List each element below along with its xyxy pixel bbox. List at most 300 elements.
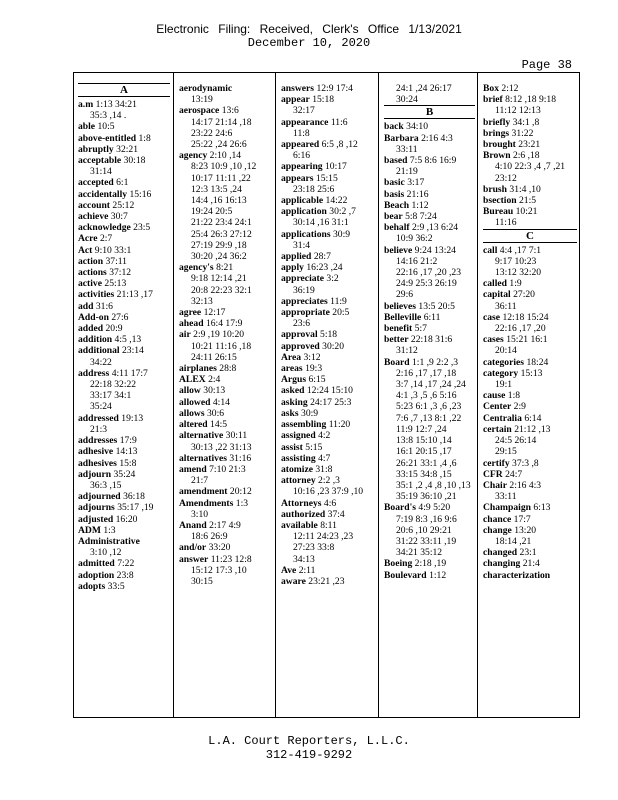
page-refs: 16:4 17:9 <box>205 318 243 330</box>
index-word: acknowledge <box>78 222 131 234</box>
index-word: changed <box>483 547 518 559</box>
index-word: basis <box>384 188 405 200</box>
index-word: appears <box>281 172 314 184</box>
page-refs: 17:7 <box>513 513 531 525</box>
index-word: Center <box>483 401 512 413</box>
index-word: Bureau <box>483 206 514 218</box>
index-entry <box>281 251 376 262</box>
index-word: activities <box>78 289 115 301</box>
index-entry <box>281 509 376 520</box>
page-refs: 33:17 34:1 <box>90 390 132 402</box>
index-entry <box>78 469 170 480</box>
page-refs: 30:24 <box>396 94 418 106</box>
index-word: changing <box>483 558 521 570</box>
page-refs: 4:5 ,13 <box>114 334 142 346</box>
page-refs: 30:6 <box>207 407 225 419</box>
page-refs: 25:12 <box>112 199 135 211</box>
page-refs: 27:6 <box>111 311 129 323</box>
page-refs: 10:17 11:11 ,22 <box>191 172 251 184</box>
page-refs: 10:21 <box>515 206 538 218</box>
index-entry <box>179 419 273 430</box>
index-entry <box>78 345 170 356</box>
index-entry <box>384 323 475 334</box>
page-refs: 22:16 ,17 ,20 <box>495 323 546 335</box>
index-word: aware <box>281 575 306 587</box>
index-entry <box>384 133 475 144</box>
index-entry <box>281 94 376 105</box>
index-word: adhesive <box>78 446 114 458</box>
transcript-date: December 10, 2020 <box>247 36 371 50</box>
index-entry <box>281 453 376 464</box>
index-entry <box>483 547 577 558</box>
index-entry <box>483 424 577 435</box>
page-refs: 11:16 <box>495 217 517 229</box>
page-refs: 3:10 <box>191 508 209 520</box>
index-word: Champaign <box>483 502 531 514</box>
page-refs: 18:14 ,21 <box>495 535 532 547</box>
index-word: able <box>78 121 96 133</box>
index-word: applied <box>281 251 312 263</box>
page-refs: 20:12 <box>229 486 252 498</box>
page-refs: 30:7 <box>110 211 128 223</box>
index-word: cases <box>483 334 504 346</box>
index-entry <box>78 502 170 513</box>
index-word: Board's <box>384 502 416 514</box>
page-refs: 23:8 <box>116 569 134 581</box>
index-word: accepted <box>78 177 114 189</box>
index-word: bsection <box>483 195 517 207</box>
index-entry <box>483 525 577 536</box>
index-word: brought <box>483 139 516 151</box>
index-entry <box>483 514 577 525</box>
page-refs: 24:9 25:3 26:19 <box>396 278 457 290</box>
page-refs: 4:9 5:20 <box>418 502 451 514</box>
index-word: Attorneys <box>281 497 322 509</box>
index-word: Box <box>483 83 499 94</box>
index-word: ADM <box>78 524 101 536</box>
index-word: call <box>483 244 498 256</box>
page-refs: 37:4 <box>327 508 345 520</box>
index-word: application <box>281 206 327 218</box>
index-word: added <box>78 323 104 335</box>
page-refs: 4:6 <box>323 497 337 509</box>
index-entry <box>281 520 376 531</box>
index-entry <box>384 334 475 345</box>
index-entry <box>78 570 170 581</box>
page-refs: 30:18 <box>123 155 146 167</box>
page-refs: 2:16 4:3 <box>421 132 453 144</box>
index-entry <box>281 464 376 475</box>
page-refs: 31:14 <box>90 166 112 178</box>
page-refs: 11:12 12:13 <box>495 105 541 117</box>
page-refs: 4:14 <box>212 396 230 408</box>
page-refs: 14:4 ,16 16:13 <box>191 195 247 207</box>
page-refs: 3:10 ,12 <box>90 547 122 559</box>
index-word: appearance <box>281 116 329 128</box>
index-word: addresses <box>78 435 118 447</box>
page-refs: 19:3 <box>305 363 323 375</box>
index-word: additional <box>78 345 120 357</box>
index-entry <box>78 189 170 200</box>
page-refs: 20:8 22:23 32:1 <box>191 284 252 296</box>
page-refs: 21:13 ,17 <box>116 289 153 301</box>
index-word: brief <box>483 94 503 106</box>
page-refs: 34:13 <box>293 553 315 565</box>
index-word: Board <box>384 356 410 368</box>
index-word: change <box>483 524 512 536</box>
index-entry <box>281 273 376 284</box>
index-entry <box>78 222 170 233</box>
index-entry <box>78 245 170 256</box>
page-refs: 22:16 ,17 ,20 ,23 <box>396 267 462 279</box>
index-word: attorney <box>281 475 316 487</box>
index-entry <box>483 206 577 217</box>
page-refs: 2:16 4:3 <box>509 479 542 491</box>
page-refs: 28:7 <box>313 251 331 263</box>
index-entry <box>179 520 273 531</box>
index-entry <box>179 262 273 273</box>
index-entry <box>78 536 170 547</box>
index-entry <box>281 161 376 172</box>
page-refs: 4:1 ,3 ,5 ,6 5:16 <box>396 390 457 402</box>
page-refs: 35:1 ,2 ,4 ,8 ,10 ,13 <box>396 479 471 491</box>
page-refs: 6:14 <box>524 412 542 424</box>
page-refs: 12:17 <box>203 307 226 319</box>
letter-heading: C <box>483 229 577 243</box>
page-refs: 21:4 <box>522 558 540 570</box>
page-refs: 2:6 ,18 <box>512 150 540 162</box>
page-refs: 2:4 <box>208 374 221 386</box>
index-entry <box>281 341 376 352</box>
page-refs: 25:4 26:3 27:12 <box>191 228 252 240</box>
footer-phone: 312-419-9292 <box>265 748 353 762</box>
index-word: addressed <box>78 412 119 424</box>
page-number: Page 38 <box>521 58 572 72</box>
index-entry <box>179 307 273 318</box>
page-refs: 4:11 17:7 <box>111 367 148 379</box>
index-word: Administrative <box>78 535 140 547</box>
page-refs: 35:19 36:10 ,21 <box>396 491 457 503</box>
page-refs: 9:17 10:23 <box>495 255 537 267</box>
page-refs: 12:18 15:24 <box>502 311 549 323</box>
index-entry <box>483 94 577 105</box>
index-word: Ave <box>281 564 297 576</box>
index-entry <box>384 312 475 323</box>
page-refs: 9:24 13:24 <box>414 244 456 256</box>
index-entry <box>179 408 273 419</box>
page-refs: 2:7 <box>99 233 113 245</box>
page-refs: 12:9 17:4 <box>316 83 353 94</box>
page-refs: 14:22 <box>325 195 348 207</box>
index-word: asks <box>281 407 299 419</box>
index-entry <box>483 469 577 480</box>
page-refs: 9:18 12:14 ,21 <box>191 273 247 285</box>
index-word: Area <box>281 351 302 363</box>
index-word: atomize <box>281 463 313 475</box>
index-word: Argus <box>281 374 307 386</box>
index-entry <box>281 408 376 419</box>
page-refs: 34:22 <box>90 356 112 368</box>
index-word: answers <box>281 83 315 94</box>
index-word: airplanes <box>179 363 217 375</box>
index-word: areas <box>281 363 303 375</box>
page-refs: 7:19 8:3 ,16 9:6 <box>396 513 457 525</box>
page-refs: 19:24 20:5 <box>191 206 233 218</box>
index-entry <box>281 262 376 273</box>
index-entry <box>179 430 273 441</box>
index-word: appearing <box>281 161 323 173</box>
page-refs: 37:3 ,8 <box>512 457 539 469</box>
index-entry <box>384 121 475 132</box>
index-word: approval <box>281 329 318 341</box>
page-refs: 36:11 <box>495 300 517 312</box>
index-entry <box>78 514 170 525</box>
page-refs: 1:12 <box>411 199 429 211</box>
page-refs: 19:13 <box>121 412 144 424</box>
index-entry <box>179 105 273 116</box>
page-refs: 2:2 ,3 <box>318 475 340 487</box>
index-column-5 <box>483 83 577 581</box>
page-refs: 12:11 24:23 ,23 <box>293 531 354 543</box>
index-word: admitted <box>78 558 115 570</box>
page-refs: 31:16 <box>229 452 252 464</box>
page-refs: 23:18 25:6 <box>293 183 335 195</box>
page-refs: 1:8 <box>138 132 151 144</box>
index-entry <box>78 121 170 132</box>
page-refs: 23:22 24:6 <box>191 127 233 139</box>
page-refs: 12:3 13:5 ,24 <box>191 183 242 195</box>
index-entry <box>281 442 376 453</box>
page-refs: 1:3 <box>235 497 249 509</box>
page-refs: 18:6 26:9 <box>191 531 228 543</box>
page-refs: 2:9 ,13 6:24 <box>412 222 459 234</box>
index-entry <box>78 458 170 469</box>
index-entry <box>78 144 170 155</box>
index-word: agree <box>179 307 202 319</box>
index-word: available <box>281 519 318 531</box>
index-entry <box>384 301 475 312</box>
page-refs: 26:21 33:1 ,4 ,6 <box>396 457 457 469</box>
page-refs: 35:24 <box>90 401 112 413</box>
index-entry <box>483 368 577 379</box>
index-word: achieve <box>78 211 109 223</box>
page-refs: 24:11 26:15 <box>191 351 237 363</box>
page-refs: 21:7 <box>191 475 209 487</box>
page-refs: 13:5 20:5 <box>418 300 455 312</box>
index-word: ahead <box>179 318 204 330</box>
page-refs: 8:21 <box>216 262 234 274</box>
index-word: bear <box>384 211 403 223</box>
index-word: Centralia <box>483 412 522 424</box>
index-entry <box>78 99 170 110</box>
index-word: briefly <box>483 116 511 128</box>
index-word: asking <box>281 396 308 408</box>
page-refs: 2:10 ,14 <box>209 150 242 162</box>
page-refs: 21:3 <box>90 423 108 435</box>
index-entry <box>179 542 273 553</box>
page-refs: 37:12 <box>109 267 132 279</box>
index-word: adjusted <box>78 513 114 525</box>
page-refs: 31:6 <box>95 300 113 312</box>
filing-stamp: Electronic Filing: Received, Clerk's Office 1/13/2021 <box>156 22 462 36</box>
index-word: add <box>78 300 94 312</box>
page-refs: 31:22 33:11 ,19 <box>396 535 457 547</box>
page-refs: 30:20 ,24 36:2 <box>191 251 247 263</box>
page-refs: 29:6 <box>396 289 414 301</box>
index-entry <box>281 352 376 363</box>
page-refs: 34:10 <box>406 121 428 133</box>
index-word: Beach <box>384 199 410 211</box>
page-refs: 23:21 <box>518 139 541 151</box>
index-entry <box>78 446 170 457</box>
index-entry <box>483 502 577 513</box>
page-refs: 21:16 <box>406 188 429 200</box>
index-word: appeared <box>281 139 320 151</box>
page-refs: 2:17 4:9 <box>209 519 241 531</box>
page-refs: 23:6 <box>293 318 311 330</box>
page-refs: 35:3 ,14 . <box>90 110 127 122</box>
index-word: applications <box>281 228 331 240</box>
index-entry <box>384 155 475 166</box>
page-refs: 29:15 <box>495 446 517 458</box>
index-entry <box>179 464 273 475</box>
index-word: back <box>384 121 404 133</box>
page-refs: 6:5 ,8 ,12 <box>321 139 358 151</box>
page-refs: 8:11 <box>320 519 337 531</box>
index-column-3 <box>281 83 376 587</box>
page-refs: 15:21 16:1 <box>506 334 548 346</box>
page-refs: 3:12 <box>303 351 321 363</box>
page-refs: 30:20 <box>322 340 345 352</box>
page-refs: 32:21 <box>116 143 138 155</box>
index-entry <box>281 307 376 318</box>
index-word: applicable <box>281 195 324 207</box>
index-entry <box>281 576 376 587</box>
page-refs: 2:12 <box>501 83 519 94</box>
index-word: Act <box>78 244 93 256</box>
index-entry <box>281 206 376 217</box>
page-refs: 30:9 <box>333 228 351 240</box>
index-entry <box>483 390 577 401</box>
page-refs: 11:8 <box>293 127 310 139</box>
page-refs: 10:16 ,23 37:9 ,10 <box>293 486 364 498</box>
page-refs: 3:17 <box>407 177 425 189</box>
index-word: based <box>384 155 408 167</box>
index-entry <box>78 211 170 222</box>
page-refs: 15:13 <box>520 367 543 379</box>
page-refs: 21:19 <box>396 166 418 178</box>
index-column-4 <box>384 83 475 581</box>
column-divider <box>477 73 478 717</box>
index-word: account <box>78 199 110 211</box>
index-word: addition <box>78 334 113 346</box>
page-refs: 13:20 <box>514 524 537 536</box>
index-entry <box>281 475 376 486</box>
index-word: certain <box>483 423 512 435</box>
page-refs: 6:16 <box>293 150 311 162</box>
index-word: basic <box>384 177 405 189</box>
index-entry <box>483 278 577 289</box>
page-refs: 3:7 ,14 ,17 ,24 ,24 <box>396 379 466 391</box>
index-word: Belleville <box>384 311 422 323</box>
index-entry <box>78 267 170 278</box>
index-entry <box>179 554 273 565</box>
index-word: agency's <box>179 262 214 274</box>
index-word: above-entitled <box>78 132 137 144</box>
index-word: Chair <box>483 479 507 491</box>
page-refs: 17:9 <box>119 435 137 447</box>
index-entry <box>78 323 170 334</box>
page-refs: 24:7 <box>505 468 523 480</box>
index-word: Boulevard <box>384 569 427 581</box>
index-word: adhesives <box>78 457 117 469</box>
page-refs: 6:11 <box>423 311 441 323</box>
index-word: Add-on <box>78 311 109 323</box>
index-entry <box>384 502 475 513</box>
index-entry <box>179 385 273 396</box>
index-word: amendment <box>179 486 228 498</box>
index-word: Anand <box>179 519 207 531</box>
page-refs: 10:5 <box>97 121 115 133</box>
page-refs: 30:11 <box>225 430 248 442</box>
index-entry <box>483 139 577 150</box>
page-refs: 4:7 <box>318 452 331 464</box>
page-refs: 20:14 <box>495 345 517 357</box>
index-entry <box>179 318 273 329</box>
index-word: cause <box>483 390 506 402</box>
page-refs: 19:1 <box>495 379 513 391</box>
index-word: allowed <box>179 396 211 408</box>
index-word: Acre <box>78 233 98 245</box>
page-refs: 21:22 23:4 24:1 <box>191 217 252 229</box>
page-refs: 8:12 ,18 9:18 <box>505 94 557 106</box>
index-word: assembling <box>281 419 327 431</box>
index-entry <box>483 312 577 323</box>
index-entry <box>483 357 577 368</box>
page-refs: 15:8 <box>119 457 137 469</box>
page-refs: 18:24 <box>526 356 549 368</box>
index-word: assist <box>281 441 303 453</box>
index-word: action <box>78 255 104 267</box>
column-divider <box>378 73 379 717</box>
page-refs: 22:18 31:6 <box>410 334 453 346</box>
index-entry <box>78 368 170 379</box>
index-word: appreciate <box>281 273 324 285</box>
page-refs: 6:13 <box>533 502 551 514</box>
page-refs: 30:14 ,16 31:1 <box>293 217 349 229</box>
page-refs: 11:9 <box>330 295 347 307</box>
page-refs: 6:15 <box>308 374 326 386</box>
index-entry <box>384 189 475 200</box>
index-entry <box>483 150 577 161</box>
index-word: asked <box>281 385 305 397</box>
page-refs: 7:5 8:6 16:9 <box>409 155 457 167</box>
index-word: and/or <box>179 542 207 554</box>
page-refs: 12:24 15:10 <box>306 385 353 397</box>
index-word: alternatives <box>179 452 227 464</box>
page-refs: 24:17 25:3 <box>310 396 352 408</box>
index-entry <box>78 177 170 188</box>
index-entry <box>78 301 170 312</box>
index-entry <box>78 155 170 166</box>
index-word: called <box>483 278 507 290</box>
page-refs: 31:4 <box>293 239 311 251</box>
page-refs: 2:9 ,19 10:20 <box>193 329 245 341</box>
index-entry <box>179 150 273 161</box>
page-refs: 7:6 ,7 ,13 8:1 ,22 <box>396 412 462 424</box>
index-word: alternative <box>179 430 224 442</box>
footer-company: L.A. Court Reporters, L.L.C. <box>208 734 410 748</box>
